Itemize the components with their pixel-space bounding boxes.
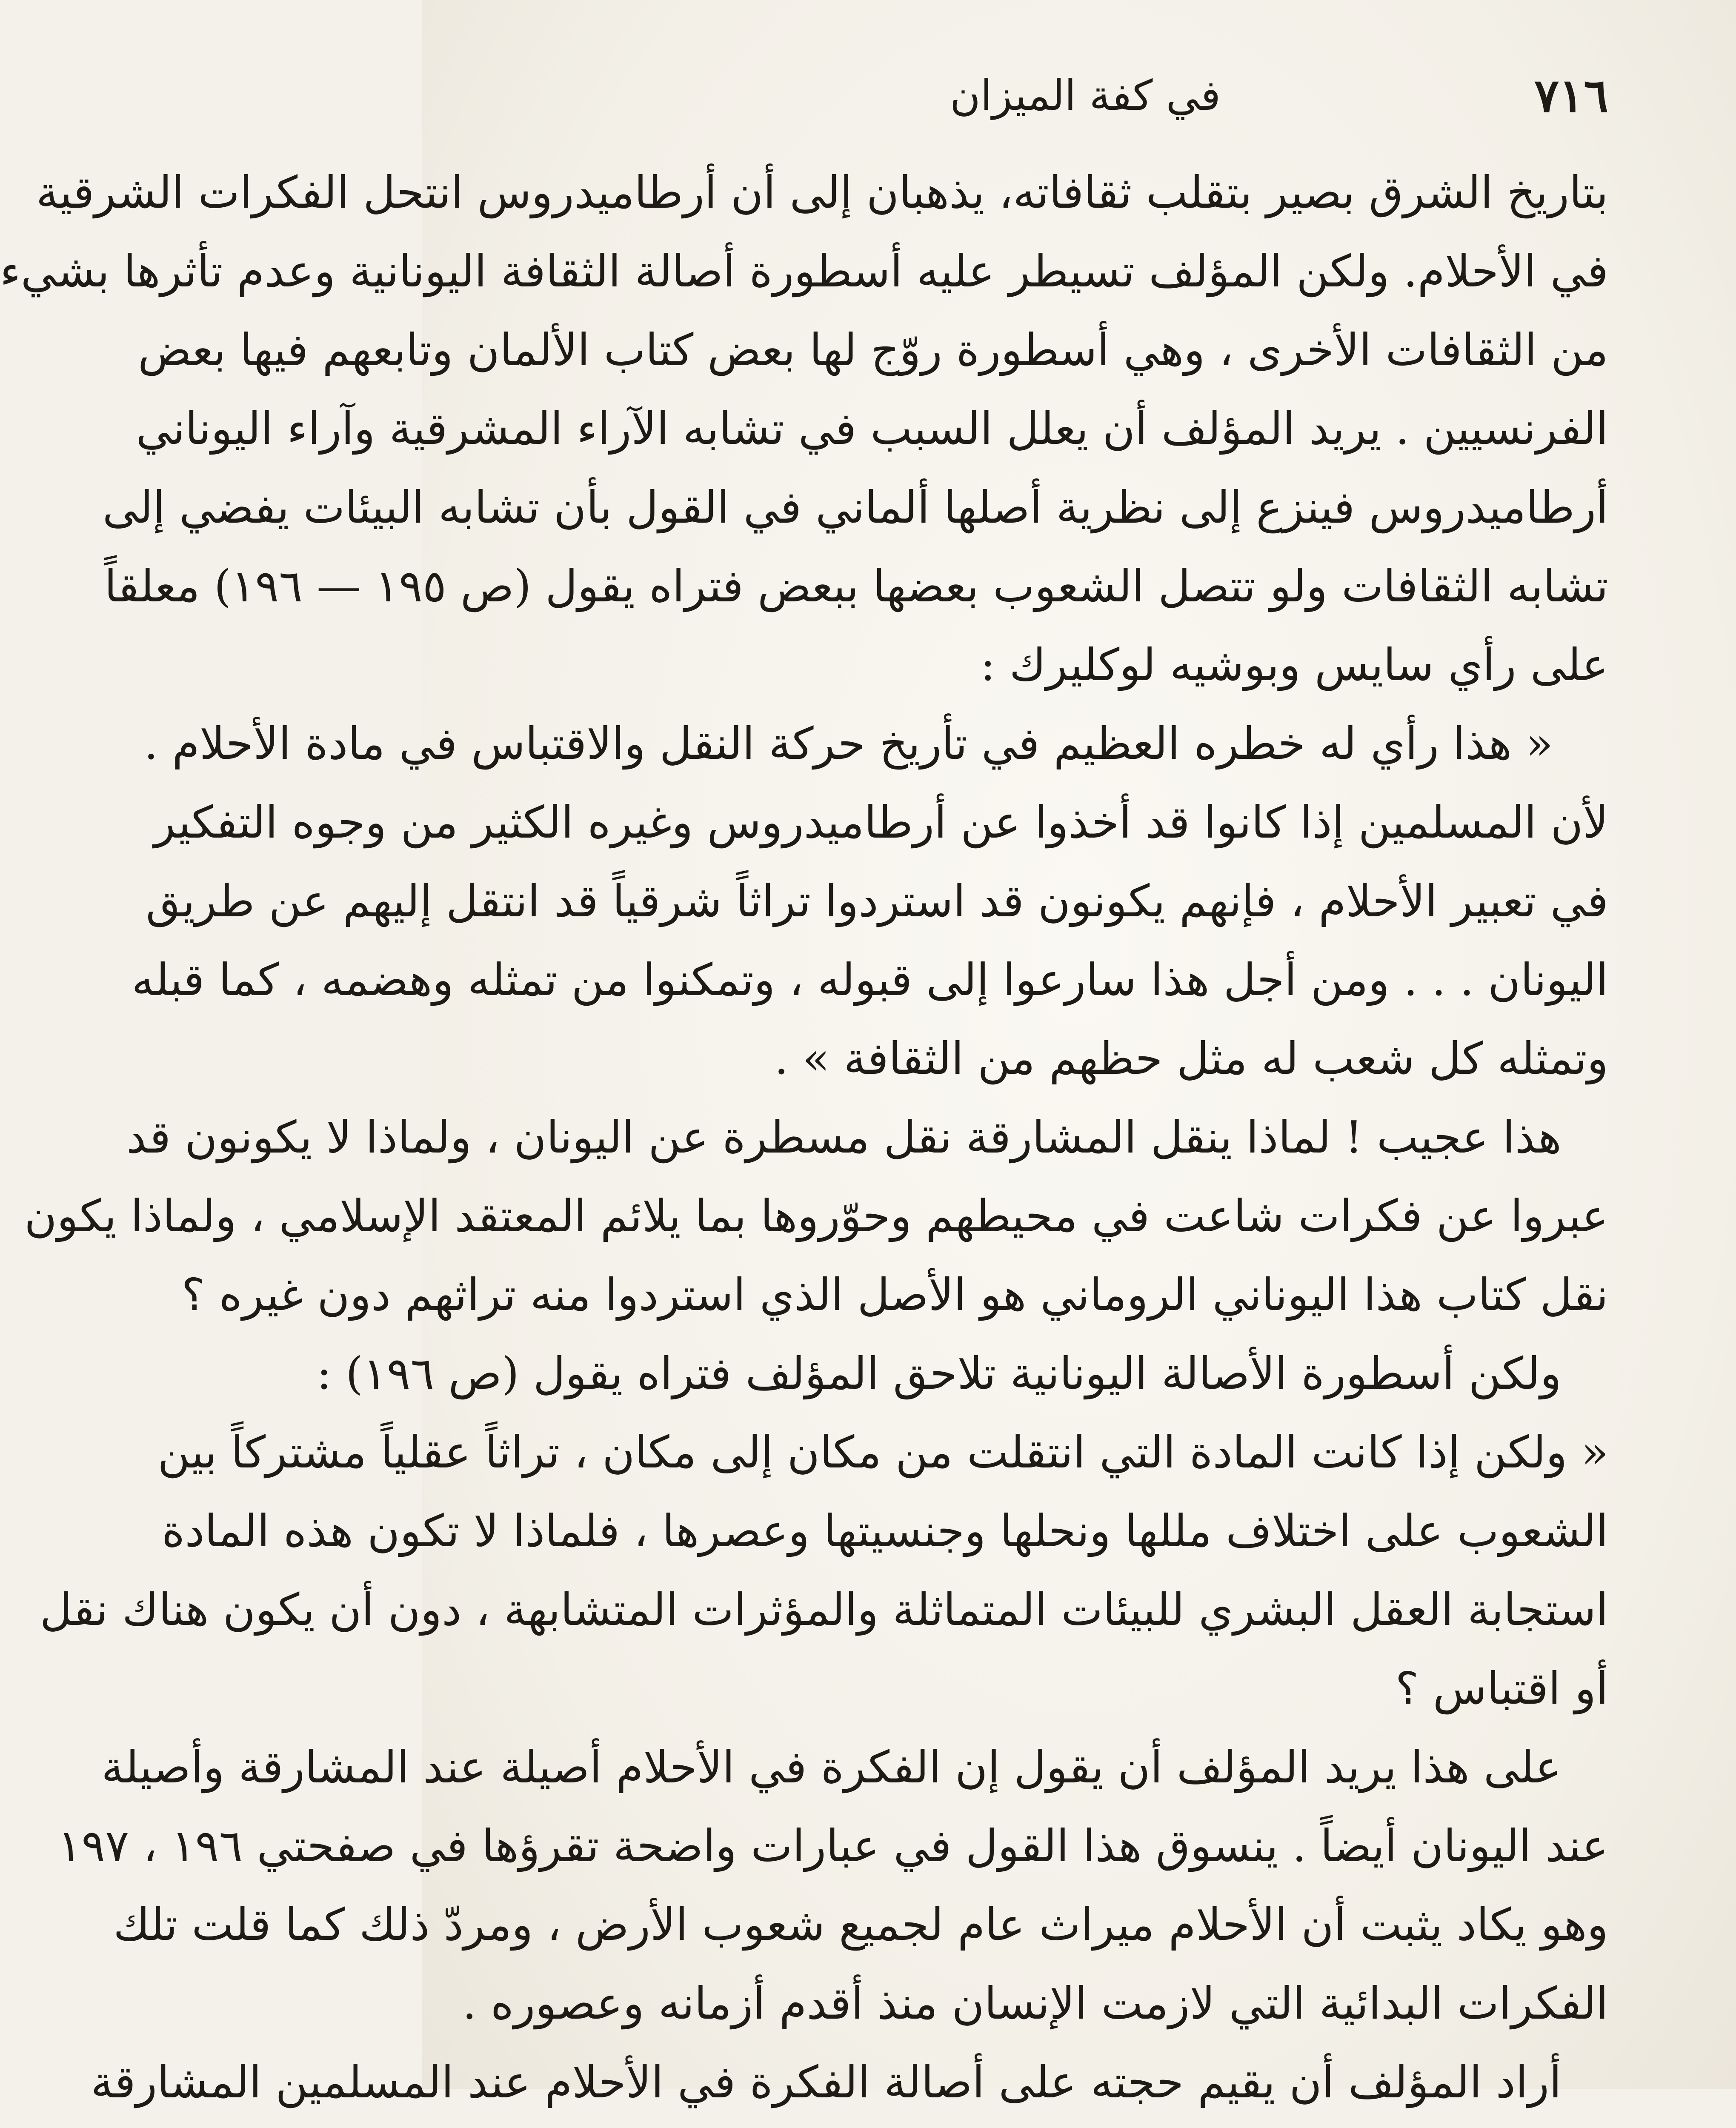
text-line: استجابة العقل البشري للبيئات المتماثلة والمؤثرات المتشابهة ، دون أن يكون هناك نقل	[40, 1584, 1608, 1636]
text-line: وهو يكاد يثبت أن الأحلام ميراث عام لجميع شعوب الأرض ، ومردّ ذلك كما قلت تلك	[113, 1899, 1608, 1951]
text-line: لأن المسلمين إذا كانوا قد أخذوا عن أرطاميدروس وغيره الكثير من وجوه التفكير	[154, 796, 1608, 848]
text-line: من الثقافات الأخرى ، وهي أسطورة روّج لها بعض كتاب الألمان وتابعهم فيها بعض	[138, 324, 1608, 376]
text-line: « ولكن إذا كانت المادة التي انتقلت من مكان إلى مكان ، تراثاً عقلياً مشتركاً بين	[157, 1426, 1608, 1478]
text-line: اليونان . . . ومن أجل هذا سارعوا إلى قبوله ، وتمكنوا من تمثله وهضمه ، كما قبله	[132, 954, 1608, 1006]
text-line: في الأحلام. ولكن المؤلف تسيطر عليه أسطورة أصالة الثقافة اليونانية وعدم تأثرها بشيء	[0, 245, 1608, 297]
text-line: الفكرات البدائية التي لازمت الإنسان منذ أقدم أزمانه وعصوره .	[462, 1977, 1608, 2029]
text-line: على هذا يريد المؤلف أن يقول إن الفكرة في الأحلام أصيلة عند المشارقة وأصيلة	[101, 1741, 1562, 1793]
text-line: أراد المؤلف أن يقيم حجته على أصالة الفكرة في الأحلام عند المسلمين المشارقة	[91, 2056, 1562, 2108]
text-line: وتمثله كل شعب له مثل حظهم من الثقافة » .	[774, 1033, 1608, 1084]
page-header	[562, 64, 1608, 128]
text-line: على رأي سايس وبوشيه لوكليرك :	[980, 639, 1608, 691]
text-line: ولكن أسطورة الأصالة اليونانية تلاحق المؤلف فتراه يقول (ص ١٩٦) :	[317, 1347, 1562, 1399]
text-line: نقل كتاب هذا اليوناني الروماني هو الأصل الذي استردوا منه تراثهم دون غيره ؟	[181, 1269, 1608, 1321]
text-line: أو اقتباس ؟	[1395, 1662, 1608, 1714]
text-line: عبروا عن فكرات شاعت في محيطهم وحوّروها بما يلائم المعتقد الإسلامي ، ولماذا يكون	[24, 1190, 1608, 1242]
text-line: بتاريخ الشرق بصير بتقلب ثقافاته، يذهبان إلى أن أرطاميدروس انتحل الفكرات الشرقية	[36, 166, 1608, 218]
text-line: أرطاميدروس فينزع إلى نظرية أصلها ألماني في القول بأن تشابه البيئات يفضي إلى	[102, 481, 1608, 533]
text-line: عند اليونان أيضاً . ينسوق هذا القول في عبارات واضحة تقرؤها في صفحتي ١٩٦ ، ١٩٧	[57, 1820, 1608, 1872]
text-line	[557, 2122, 1608, 2128]
page-number: ٧١٦	[1534, 69, 1608, 123]
text-line: الشعوب على اختلاف مللها ونحلها وجنسيتها وعصرها ، فلماذا لا تكون هذه المادة	[161, 1505, 1608, 1557]
text-line: « هذا رأي له خطره العظيم في تأريخ حركة النقل والاقتباس في مادة الأحلام .	[144, 718, 1553, 769]
text-line: تشابه الثقافات ولو تتصل الشعوب بعضها ببعض فتراه يقول (ص ١٩٥ — ١٩٦) معلقاً	[104, 560, 1608, 612]
running-title: في كفة الميزان	[950, 72, 1221, 120]
text-line: في تعبير الأحلام ، فإنهم يكونون قد استردوا تراثاً شرقياً قد انتقل إليهم عن طريق	[146, 875, 1608, 927]
body-text	[0, 153, 1608, 2128]
text-line: الفرنسيين . يريد المؤلف أن يعلل السبب في تشابه الآراء المشرقية وآراء اليوناني	[136, 403, 1608, 455]
text-line: هذا عجيب ! لماذا ينقل المشارقة نقل مسطرة عن اليونان ، ولماذا لا يكونون قد	[126, 1111, 1562, 1163]
